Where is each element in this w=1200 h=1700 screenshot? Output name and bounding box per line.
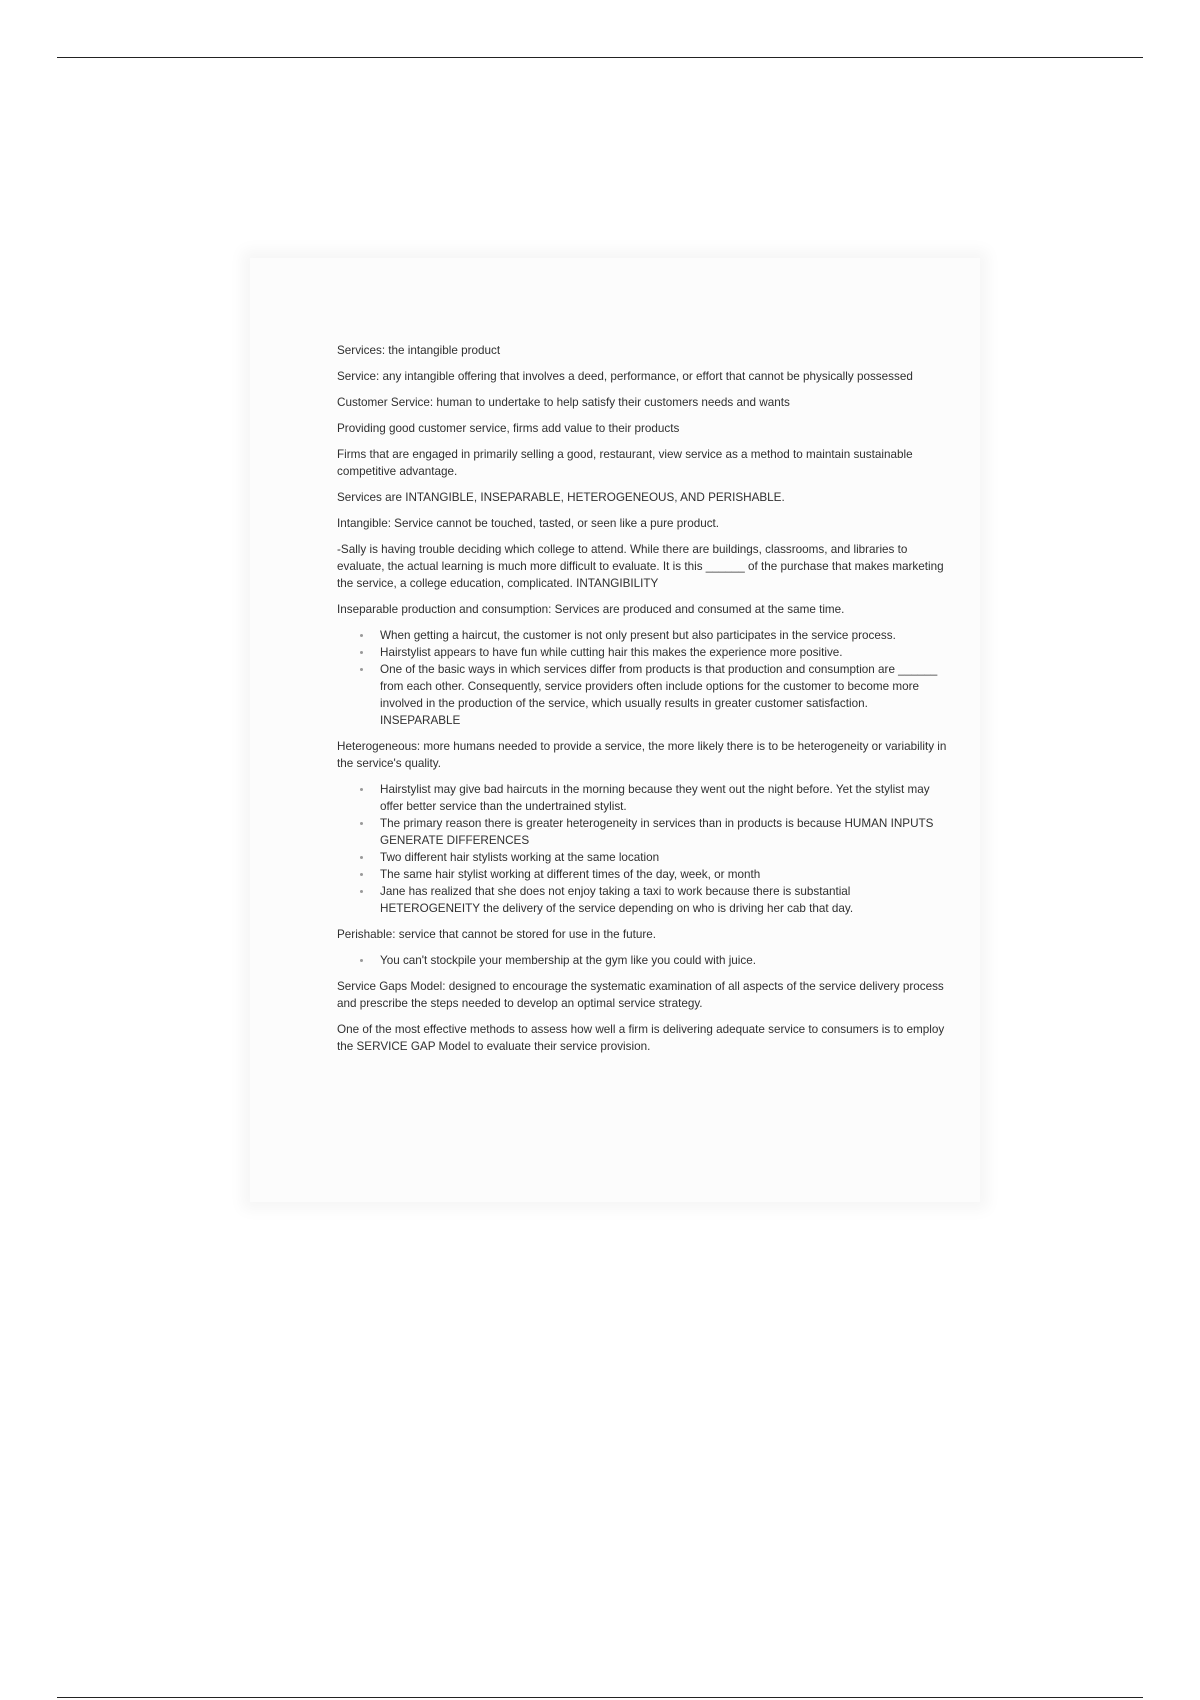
list-item: The same hair stylist working at different times of the day, week, or month [380, 866, 949, 883]
note-service-gap-model: One of the most effective methods to assess how well a firm is delivering adequate service to consumers is to employ the SERVICE GAP Model to evaluate their service provision. [337, 1023, 945, 1053]
definition-customer-service: Customer Service: human to undertake to help satisfy their customers needs and wants [337, 396, 790, 409]
example-intangibility: -Sally is having trouble deciding which college to attend. While there are buildings, classrooms, and libraries to evaluate, the actual learning is much more difficult to evaluate. It is this ______ of the purchase that makes marketing the service, a college education, complicated. INTANGIBILITY [337, 543, 944, 590]
document-body [337, 342, 949, 1064]
list-item: When getting a haircut, the customer is not only present but also participates in the service process. [380, 627, 949, 644]
heading-services: Services: the intangible product [337, 344, 501, 357]
inseparable-list [337, 627, 949, 729]
list-item: The primary reason there is greater heterogeneity in services than in products is because HUMAN INPUTS GENERATE DIFFERENCES [380, 815, 949, 849]
definition-inseparable: Inseparable production and consumption: Services are produced and consumed at the same time. [337, 603, 845, 616]
service-characteristics: Services are INTANGIBLE, INSEPARABLE, HETEROGENEOUS, AND PERISHABLE. [337, 491, 785, 504]
bottom-rule [57, 1697, 1143, 1698]
list-item: Hairstylist may give bad haircuts in the morning because they went out the night before. Yet the stylist may offer better service than the undertrained stylist. [380, 781, 949, 815]
list-item: One of the basic ways in which services differ from products is that production and consumption are ______ from each other. Consequently, service providers often include options for the customer to become more involved in the production of the service, which usually results in greater customer satisfaction. INSEPARABLE [380, 661, 949, 729]
definition-service-gaps-model: Service Gaps Model: designed to encourage the systematic examination of all aspects of the service delivery process and prescribe the steps needed to develop an optimal service strategy. [337, 980, 944, 1010]
definition-heterogeneous: Heterogeneous: more humans needed to provide a service, the more likely there is to be heterogeneity or variability in the service's quality. [337, 740, 947, 770]
definition-perishable: Perishable: service that cannot be stored for use in the future. [337, 928, 656, 941]
list-item: Two different hair stylists working at the same location [380, 849, 949, 866]
perishable-list [337, 952, 949, 969]
list-item: You can't stockpile your membership at the gym like you could with juice. [380, 952, 949, 969]
definition-intangible: Intangible: Service cannot be touched, tasted, or seen like a pure product. [337, 517, 720, 530]
top-rule [57, 57, 1143, 58]
note-competitive-advantage: Firms that are engaged in primarily selling a good, restaurant, view service as a method to maintain sustainable competitive advantage. [337, 448, 913, 478]
definition-service: Service: any intangible offering that involves a deed, performance, or effort that cannot be physically possessed [337, 370, 913, 383]
list-item: Hairstylist appears to have fun while cutting hair this makes the experience more positive. [380, 644, 949, 661]
note-value: Providing good customer service, firms add value to their products [337, 422, 680, 435]
list-item: Jane has realized that she does not enjoy taking a taxi to work because there is substantial HETEROGENEITY the delivery of the service depending on who is driving her cab that day. [380, 883, 949, 917]
heterogeneous-list [337, 781, 949, 917]
